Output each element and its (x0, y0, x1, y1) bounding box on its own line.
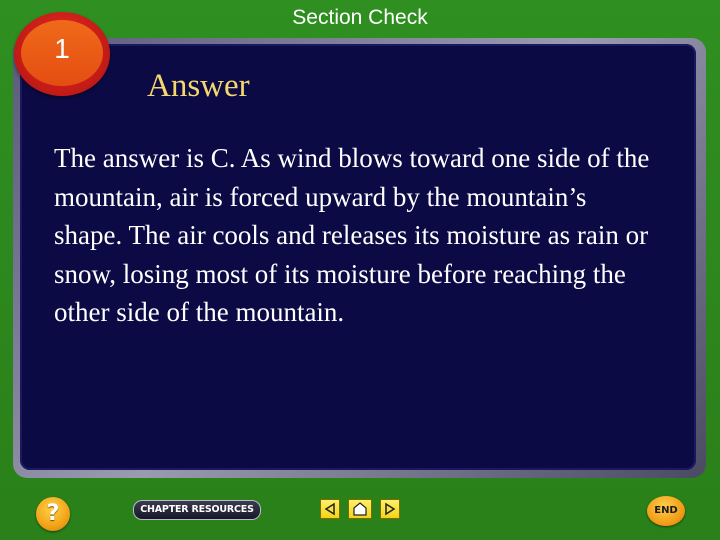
chapter-resources-button[interactable]: CHAPTER RESOURCES (133, 500, 261, 520)
help-button[interactable] (36, 497, 70, 531)
question-mark-icon: ? (46, 501, 60, 526)
section-check-title: Section Check (292, 6, 428, 29)
previous-arrow-icon (323, 502, 337, 516)
answer-heading: Answer (147, 68, 250, 104)
end-button[interactable]: END (647, 496, 685, 526)
home-button[interactable] (348, 499, 372, 519)
next-button[interactable] (380, 499, 400, 519)
home-icon (352, 501, 368, 517)
question-number: 1 (54, 33, 70, 64)
answer-text: The answer is C. As wind blows toward one side of the mountain, air is forced upward by the mountain’s shape. The air cools and releases its moisture as rain or snow, losing most of its moisture before reaching the other side of the mountain. (54, 143, 650, 327)
previous-button[interactable] (320, 499, 340, 519)
next-arrow-icon (383, 502, 397, 516)
